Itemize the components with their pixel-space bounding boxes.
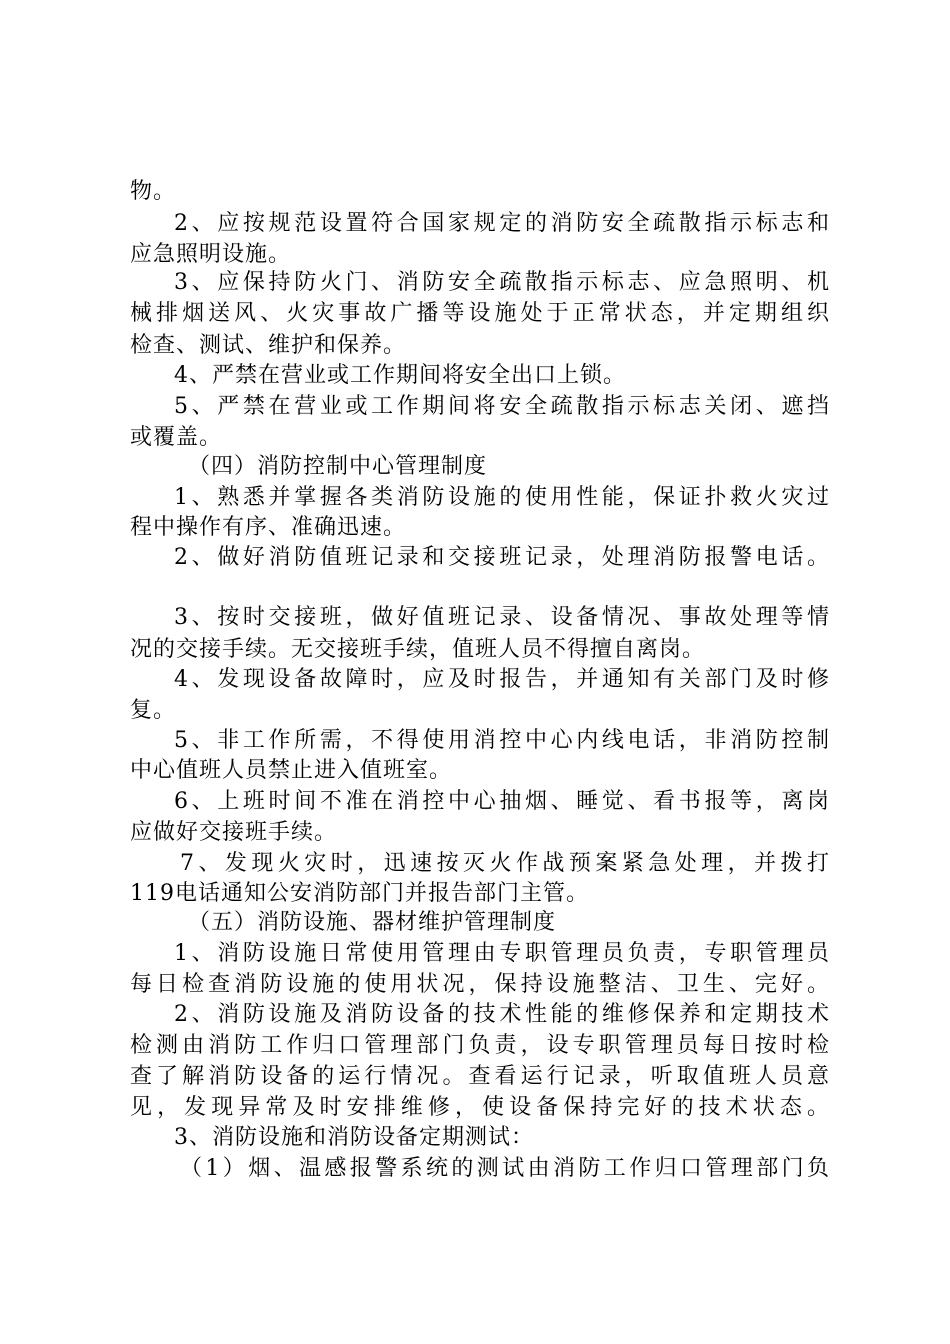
text-line: 1、消防设施日常使用管理由专职管理员负责，专职管理员 <box>174 941 830 966</box>
text-line: 复。 <box>130 698 177 723</box>
text-line: 况的交接手续。无交接班手续，值班人员不得擅自离岗。 <box>130 637 706 662</box>
text-line: 2、应按规范设置符合国家规定的消防安全疏散指示标志和 <box>174 211 830 236</box>
text-line: 7、发现火灾时，迅速按灭火作战预案紧急处理，并拨打 <box>180 851 830 876</box>
text-line: 2、消防设施及消防设备的技术性能的维修保养和定期技术 <box>174 1002 830 1027</box>
text-line: （1）烟、温感报警系统的测试由消防工作归口管理部门负 <box>180 1156 830 1181</box>
text-line: 6、上班时间不准在消控中心抽烟、睡觉、看书报等，离岗 <box>174 789 830 814</box>
text-line: 3、应保持防火门、消防安全疏散指示标志、应急照明、机 <box>174 270 830 295</box>
text-line: 1、熟悉并掌握各类消防设施的使用性能，保证扑救火灾过 <box>174 485 830 510</box>
text-line: 4、发现设备故障时，应及时报告，并通知有关部门及时修 <box>174 667 830 692</box>
text-line: 5、严禁在营业或工作期间将安全疏散指示标志关闭、遮挡 <box>174 394 830 419</box>
text-line: 检测由消防工作归口管理部门负责，设专职管理员每日按时检 <box>130 1033 830 1058</box>
text-line: 械排烟送风、火灾事故广播等设施处于正常状态，并定期组织 <box>130 301 830 326</box>
text-line: 物。 <box>130 179 177 204</box>
text-line: 119电话通知公安消防部门并报告部门主管。 <box>130 881 589 906</box>
text-line: 应急照明设施。 <box>130 242 292 267</box>
text-line: 每日检查消防设施的使用状况，保持设施整洁、卫生、完好。 <box>130 972 830 997</box>
section-heading: （四）消防控制中心管理制度 <box>188 454 488 479</box>
text-line: 查了解消防设备的运行情况。查看运行记录，听取值班人员意 <box>130 1064 830 1089</box>
text-line: 3、消防设施和消防设备定期测试： <box>174 1125 534 1150</box>
text-line: 应做好交接班手续。 <box>130 820 338 845</box>
text-line: 中心值班人员禁止进入值班室。 <box>130 758 453 783</box>
text-line: 见，发现异常及时安排维修，使设备保持完好的技术状态。 <box>130 1095 830 1120</box>
text-line: 4、严禁在营业或工作期间将安全出口上锁。 <box>174 363 626 388</box>
text-line: 2、做好消防值班记录和交接班记录，处理消防报警电话。 <box>174 545 830 570</box>
text-line: 5、非工作所需，不得使用消控中心内线电话，非消防控制 <box>174 728 830 753</box>
section-heading: （五）消防设施、器材维护管理制度 <box>188 910 557 935</box>
text-line: 程中操作有序、准确迅速。 <box>130 515 407 540</box>
text-line: 3、按时交接班，做好值班记录、设备情况、事故处理等情 <box>174 605 830 630</box>
text-line: 检查、测试、维护和保养。 <box>130 333 407 358</box>
text-line: 或覆盖。 <box>130 425 223 450</box>
